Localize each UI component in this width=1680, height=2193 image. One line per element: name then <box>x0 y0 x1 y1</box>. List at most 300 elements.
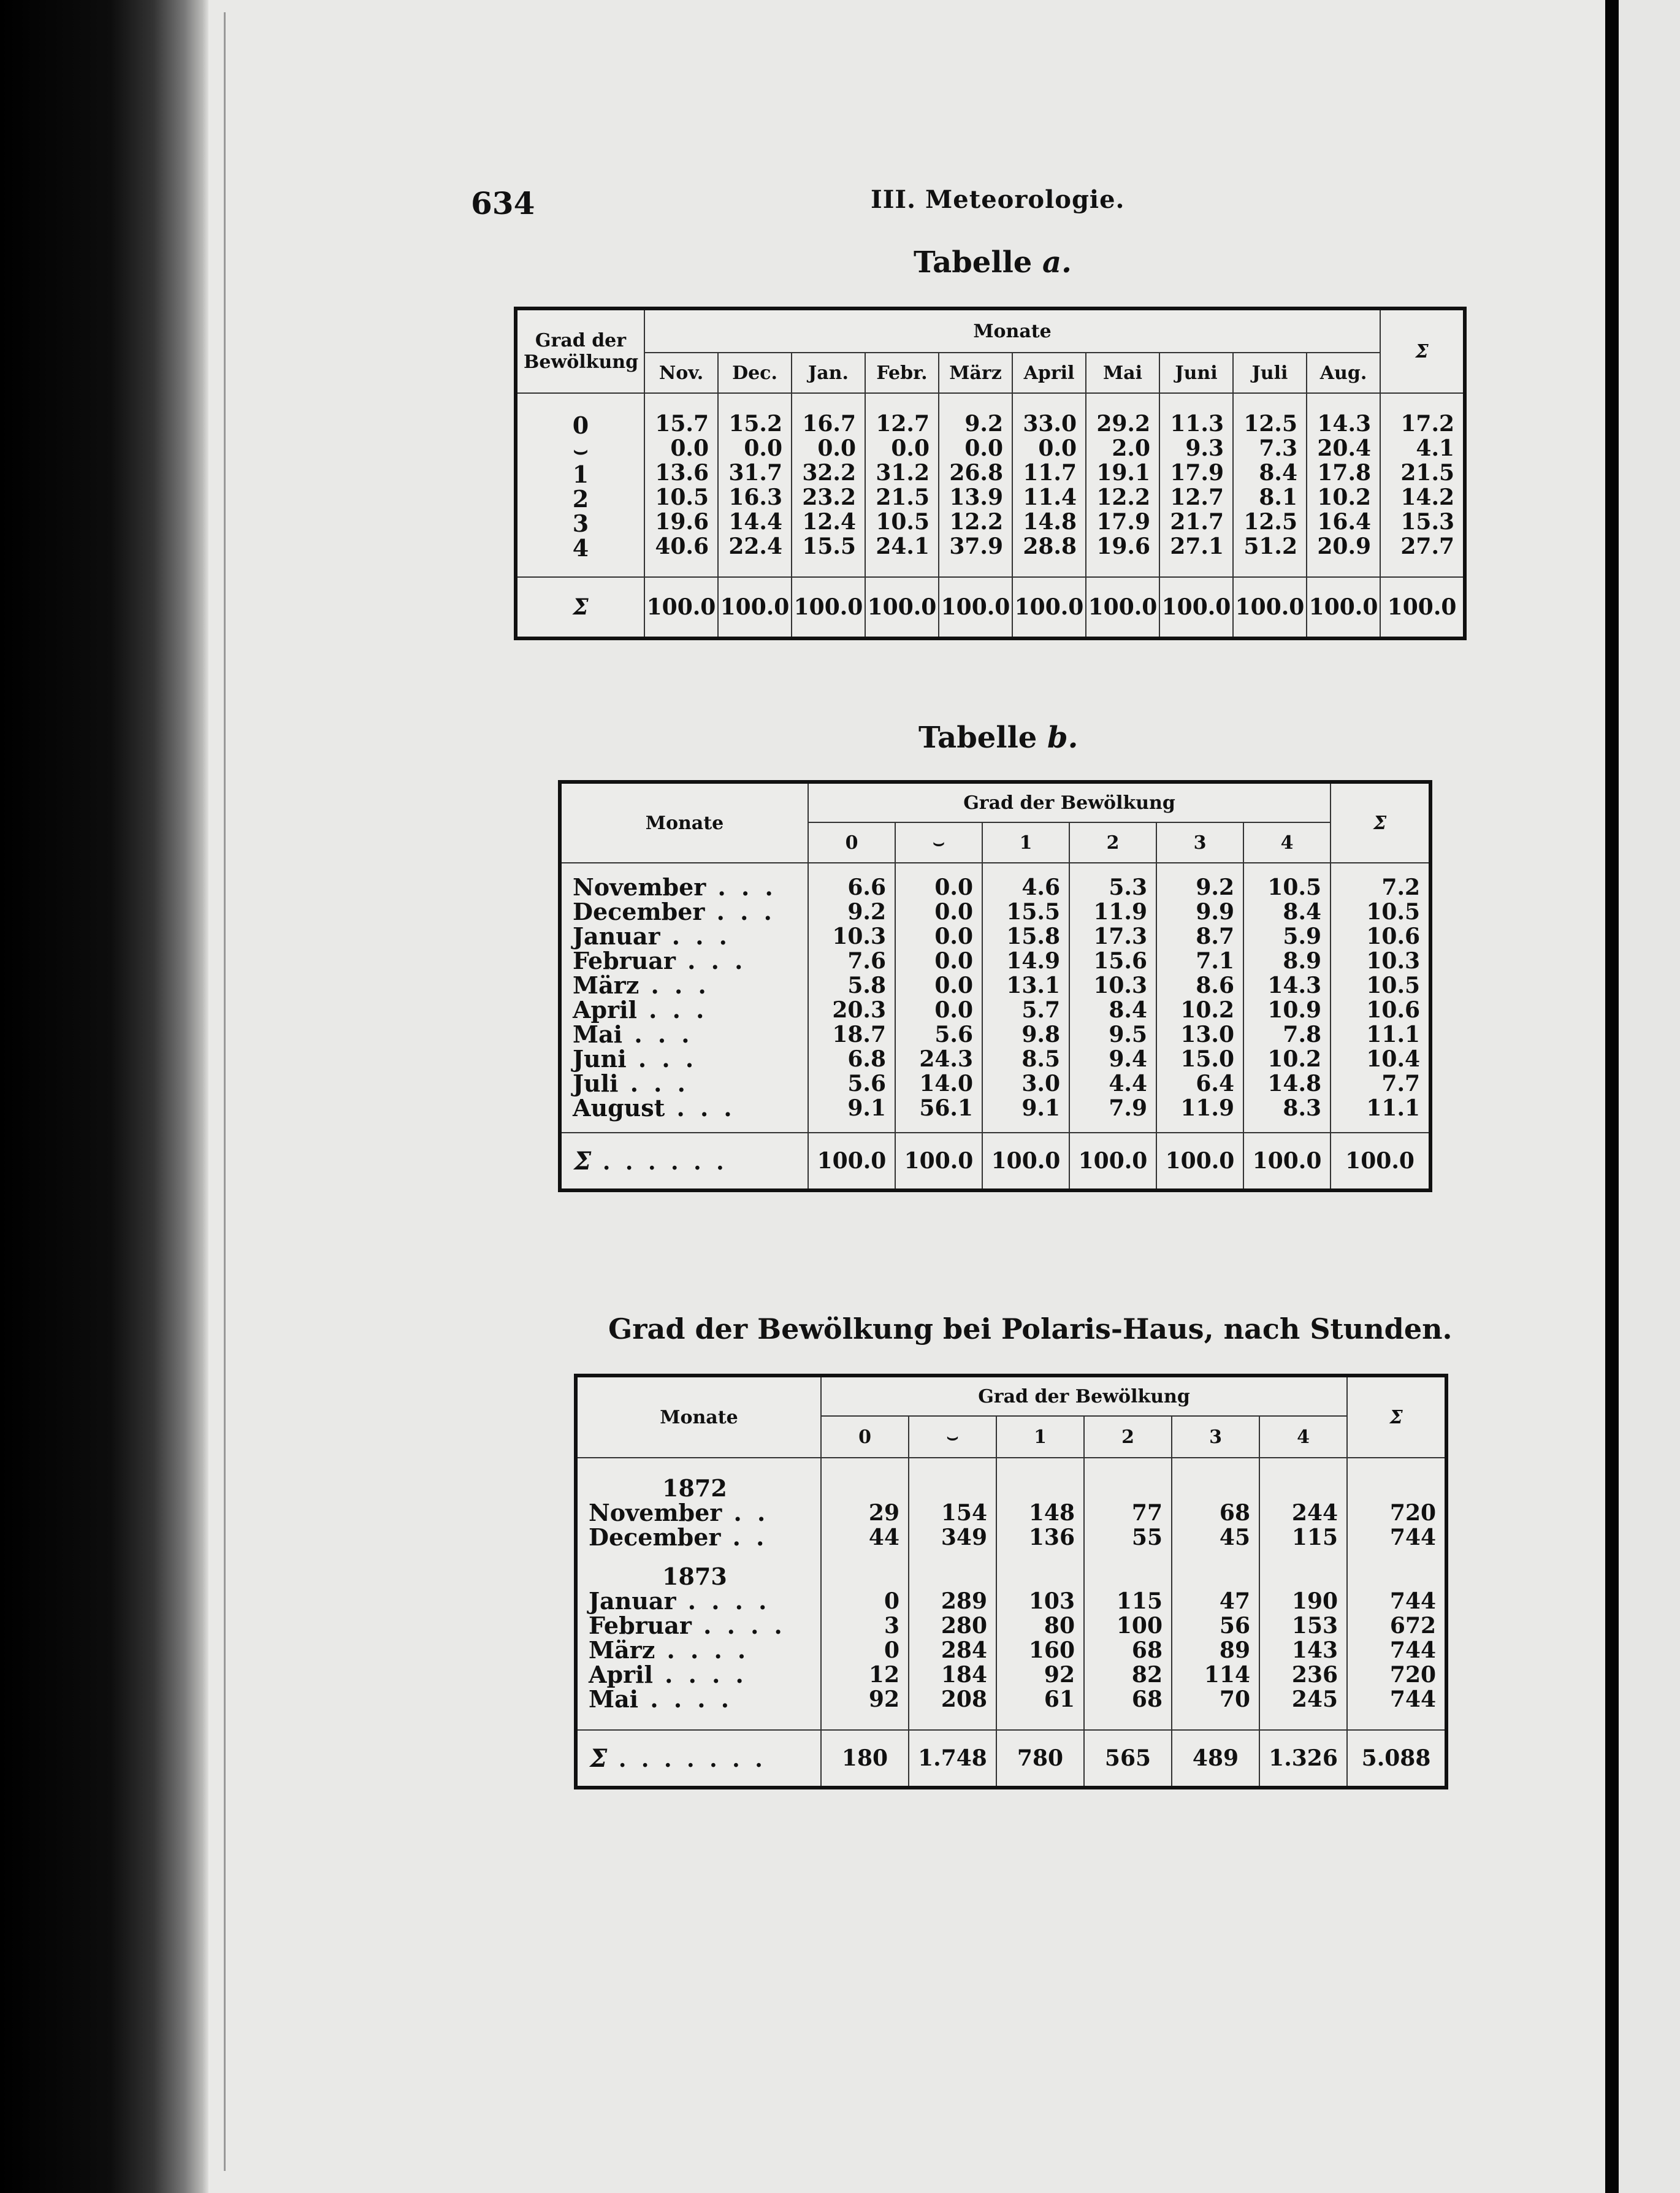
table-b-month-column <box>560 863 808 1133</box>
table-c-body <box>576 1458 1446 1730</box>
table-b-cell: 0.0 <box>934 899 973 925</box>
table-b-month-row-label <box>573 1071 808 1096</box>
table-a-cell: 10.5 <box>876 509 930 535</box>
table-a-cell: 19.6 <box>655 509 709 535</box>
table-c-spacer <box>1172 1564 1250 1589</box>
table-b-total-cell: 100.0 <box>1069 1133 1156 1190</box>
table-c-month-row-label <box>589 1638 820 1663</box>
table-a-month-header: Aug. <box>1307 353 1380 393</box>
table-b-grade-column <box>1243 863 1331 1133</box>
table-b-leader-dots: . . . <box>622 1020 693 1048</box>
table-a-cell: 20.9 <box>1317 534 1372 559</box>
table-c-cell: 720 <box>1389 1500 1437 1526</box>
table-c-cell: 136 <box>1028 1525 1075 1550</box>
table-c-month-label: November <box>589 1499 722 1526</box>
table-b-caption-prefix: Tabelle <box>918 721 1048 755</box>
table-c-cell: 744 <box>1389 1637 1437 1663</box>
table-c-cell: 103 <box>1028 1588 1075 1614</box>
table-b-cell: 5.9 <box>1283 924 1322 949</box>
table-a-total-cell: 100.0 <box>792 577 865 638</box>
table-b-cell: 9.2 <box>1196 875 1234 900</box>
table-b-cell: 14.3 <box>1267 973 1322 998</box>
table-c-spacer <box>997 1476 1075 1501</box>
table-b-cell: 7.7 <box>1381 1071 1421 1096</box>
table-a-cell: 19.6 <box>1096 534 1150 559</box>
table-a-cell: 12.2 <box>1096 484 1150 510</box>
table-a-cell: 11.3 <box>1170 411 1224 437</box>
table-b-month-label: Juli <box>573 1070 619 1097</box>
table-b-cell: 6.4 <box>1196 1071 1234 1096</box>
table-b-leader-dots: . . . <box>665 1094 736 1122</box>
table-b-total-cell: 100.0 <box>895 1133 982 1190</box>
table-c-total-cell: 1.748 <box>909 1730 996 1788</box>
table-a-cell: 0.0 <box>1038 435 1077 461</box>
table-a-caption <box>914 245 1072 280</box>
table-a-month-header: Febr. <box>865 353 939 393</box>
table-a-sum-column <box>1380 393 1465 577</box>
table-b-month-row-label <box>573 998 808 1022</box>
table-b-cell: 5.6 <box>934 1022 973 1047</box>
table-a-grade-label: 1 <box>572 461 589 488</box>
table-b-cell: 11.9 <box>1180 1095 1234 1121</box>
table-a-month-column <box>718 393 792 577</box>
table-c-year-label: 1872 <box>662 1474 727 1502</box>
table-b-cell: 7.9 <box>1109 1095 1147 1121</box>
table-a-cell: 14.2 <box>1400 484 1455 510</box>
table-c-sum-header: Σ <box>1347 1376 1446 1458</box>
table-b-leader-dots: . . . <box>675 947 747 974</box>
table-b-grade-header: 4 <box>1243 822 1331 863</box>
table-b-cell: 24.3 <box>919 1046 973 1072</box>
table-c-spacer <box>822 1476 899 1501</box>
table-c-month-row-label <box>589 1501 820 1525</box>
table-a-cell: 0.0 <box>891 435 930 461</box>
table-c-cell: 190 <box>1291 1588 1338 1614</box>
table-a-cell: 12.2 <box>949 509 1003 535</box>
table-a-month-header: Dec. <box>718 353 792 393</box>
table-a-cell: 37.9 <box>949 534 1003 559</box>
table-b-month-row-label <box>573 1096 808 1120</box>
table-a-cell: 31.2 <box>876 460 930 486</box>
table-b-cell: 3.0 <box>1021 1071 1060 1096</box>
table-c-grade-header: 0 <box>821 1416 909 1458</box>
table-a-cell: 33.0 <box>1023 411 1077 437</box>
table-b-cell: 4.4 <box>1109 1071 1147 1096</box>
table-a-cell: 28.8 <box>1023 534 1077 559</box>
table-c-cell: 153 <box>1291 1613 1338 1639</box>
table-b-total-cell: 100.0 <box>1331 1133 1430 1190</box>
table-b-month-label: August <box>573 1094 665 1122</box>
table-a-total-cell: 100.0 <box>1086 577 1159 638</box>
table-b-cell: 10.6 <box>1366 924 1421 949</box>
table-b-cell: 8.7 <box>1196 924 1234 949</box>
table-c-cell: 44 <box>868 1525 899 1550</box>
table-c-year-label: 1873 <box>662 1563 727 1590</box>
table-a-cell: 27.7 <box>1400 534 1455 559</box>
table-b-total-row <box>560 1133 1430 1190</box>
table-a-cell: 15.3 <box>1400 509 1455 535</box>
table-a-total-cell: 100.0 <box>644 577 718 638</box>
table-c-month-label: April <box>589 1661 653 1688</box>
table-a-cell: 15.7 <box>655 411 709 437</box>
table-b-cell: 10.5 <box>1366 899 1421 925</box>
table-b-month-label: März <box>573 971 640 999</box>
table-c <box>574 1374 1448 1789</box>
table-c-cell: 61 <box>1044 1686 1075 1712</box>
table-a-cell: 11.4 <box>1023 484 1077 510</box>
table-b-month-row-label <box>573 900 808 924</box>
table-c-spacer <box>1348 1564 1436 1589</box>
table-a-month-header: Juli <box>1233 353 1307 393</box>
table-c-cell: 47 <box>1219 1588 1250 1614</box>
table-b-cell: 10.5 <box>1267 875 1322 900</box>
table-c-spacer <box>822 1564 899 1589</box>
table-b-month-row-label <box>573 875 808 900</box>
next-page-strip <box>1619 0 1680 2193</box>
table-a-total-cell: 100.0 <box>718 577 792 638</box>
running-head: III. Meteorologie. <box>871 185 1125 214</box>
table-b-grade-header: 3 <box>1156 822 1243 863</box>
table-a-cell: 26.8 <box>949 460 1003 486</box>
table-c-cell: 82 <box>1131 1662 1163 1688</box>
table-b-leader-dots: . . . <box>618 1070 689 1097</box>
table-c-cell: 245 <box>1291 1686 1338 1712</box>
table-b-cell: 5.3 <box>1109 875 1147 900</box>
table-a-cell: 31.7 <box>728 460 782 486</box>
table-a-cell: 7.3 <box>1259 435 1297 461</box>
table-a-grade-label: 0 <box>572 411 589 439</box>
table-c-grade-header: 1 <box>996 1416 1084 1458</box>
table-a-cell: 19.1 <box>1096 460 1150 486</box>
table-b-cell: 8.5 <box>1021 1046 1060 1072</box>
book-spine-shadow <box>0 0 208 2193</box>
table-b-cell: 10.3 <box>1366 948 1421 974</box>
table-a-cell: 16.7 <box>802 411 856 437</box>
table-b-month-row-label <box>573 924 808 949</box>
table-b-month-label: Januar <box>573 922 660 950</box>
table-c-grade-column <box>1172 1458 1259 1730</box>
table-b-cell: 10.3 <box>832 924 886 949</box>
table-b-cell: 0.0 <box>934 948 973 974</box>
table-b-sum-column <box>1331 863 1430 1133</box>
table-b-cell: 15.8 <box>1006 924 1060 949</box>
table-a-cell: 9.2 <box>964 411 1003 437</box>
table-c-total-row <box>576 1730 1446 1788</box>
table-a-cell: 14.4 <box>728 509 782 535</box>
table-a-total-cell: 100.0 <box>1307 577 1380 638</box>
table-a-cell: 12.5 <box>1243 411 1297 437</box>
table-b-cell: 9.1 <box>847 1095 886 1121</box>
table-b-cell: 10.3 <box>1093 973 1147 998</box>
table-a-month-column <box>644 393 718 577</box>
table-b-corner-label: Monate <box>560 782 808 863</box>
table-b-cell: 15.5 <box>1006 899 1060 925</box>
table-b-cell: 18.7 <box>832 1022 886 1047</box>
table-c-spacer <box>1085 1476 1163 1501</box>
table-a-month-header: Juni <box>1159 353 1233 393</box>
table-c-month-label: März <box>589 1636 655 1664</box>
table-a-cell: 16.3 <box>728 484 782 510</box>
table-c-cell: 100 <box>1116 1613 1163 1639</box>
table-c-month-label: December <box>589 1523 721 1551</box>
table-b-month-row-label <box>573 1022 808 1047</box>
table-c-month-row-label <box>589 1589 820 1613</box>
table-b-cell: 15.6 <box>1093 948 1147 974</box>
table-a-total-cell: 100.0 <box>1380 577 1465 638</box>
table-c-spacer <box>1085 1564 1163 1589</box>
table-c-cell: 114 <box>1204 1662 1250 1688</box>
table-c-month-row-label <box>589 1525 820 1550</box>
table-b-total-cell: 100.0 <box>808 1133 895 1190</box>
table-b-month-row-label <box>573 1047 808 1071</box>
table-c-cell: 80 <box>1044 1613 1075 1639</box>
table-c-cell: 744 <box>1389 1588 1437 1614</box>
table-a-cell: 8.4 <box>1259 460 1297 486</box>
table-b-caption <box>918 721 1078 755</box>
table-a-cell: 12.7 <box>1170 484 1224 510</box>
table-b-month-row-label <box>573 973 808 998</box>
table-b-leader-dots: . . . <box>706 873 777 901</box>
table-b-grade-header: 0 <box>808 822 895 863</box>
table-c-cell: 160 <box>1028 1637 1075 1663</box>
table-a-total-cell: 100.0 <box>865 577 939 638</box>
table-a-month-header: Jan. <box>792 353 865 393</box>
table-b-cell: 14.8 <box>1267 1071 1322 1096</box>
table-c-cell: 92 <box>1044 1662 1075 1688</box>
table-c-grade-column <box>821 1458 909 1730</box>
table-b-grade-column <box>1069 863 1156 1133</box>
table-a-cell: 21.5 <box>876 484 930 510</box>
table-b-leader-dots: . . . <box>639 971 710 999</box>
table-b-month-label: Juni <box>573 1045 627 1073</box>
table-a-grade-label: 2 <box>572 485 589 513</box>
table-c-spacer <box>909 1564 987 1589</box>
table-a-cell: 10.5 <box>655 484 709 510</box>
table-a-cell: 20.4 <box>1317 435 1372 461</box>
table-b-cell: 17.3 <box>1093 924 1147 949</box>
table-c-cell: 92 <box>868 1686 899 1712</box>
table-b-sum-header: Σ <box>1331 782 1430 863</box>
table-c-total-cell: 565 <box>1084 1730 1172 1788</box>
table-b-cell: 10.5 <box>1366 973 1421 998</box>
table-b-body <box>560 863 1430 1133</box>
table-b-cell: 6.8 <box>847 1046 886 1072</box>
table-c-cell: 0 <box>884 1588 899 1614</box>
table-b-cell: 8.3 <box>1283 1095 1322 1121</box>
table-c-month-label: Mai <box>589 1685 639 1713</box>
table-b-cell: 11.9 <box>1093 899 1147 925</box>
table-b-cell: 9.8 <box>1021 1022 1060 1047</box>
table-b-cell: 20.3 <box>832 997 886 1023</box>
table-c-total-label-cell <box>576 1730 821 1788</box>
table-a-grade-label: 3 <box>572 510 589 537</box>
table-b-month-label: December <box>573 898 705 925</box>
table-c-cell: 3 <box>884 1613 899 1639</box>
table-b-cell: 7.8 <box>1283 1022 1322 1047</box>
table-c-cell: 68 <box>1131 1686 1163 1712</box>
table-c-caption: Grad der Bewölkung bei Polaris-Haus, nach Stunden. <box>608 1312 1453 1345</box>
table-a-cell: 32.2 <box>802 460 856 486</box>
table-a-cell: 27.1 <box>1170 534 1224 559</box>
table-c-leader-dots: . . . . <box>652 1661 747 1688</box>
table-c-cell: 45 <box>1219 1525 1250 1550</box>
table-a-cell: 12.7 <box>876 411 930 437</box>
table-c-leader-dots: . . . . <box>638 1685 733 1713</box>
table-c-total-cell: 180 <box>821 1730 909 1788</box>
table-c-grade-header: 4 <box>1259 1416 1347 1458</box>
table-c-cell: 143 <box>1291 1637 1338 1663</box>
table-a-cell: 11.7 <box>1023 460 1077 486</box>
table-b-caption-letter: b. <box>1047 721 1079 755</box>
table-b-cell: 10.2 <box>1180 997 1234 1023</box>
table-c-cell: 284 <box>941 1637 987 1663</box>
table-b-cell: 9.5 <box>1109 1022 1147 1047</box>
table-c-leader-dots: . . <box>722 1499 769 1526</box>
table-b-grade-column <box>1156 863 1243 1133</box>
table-a-cell: 12.5 <box>1243 509 1297 535</box>
table-a-cell: 4.1 <box>1416 435 1455 461</box>
table-a-total-cell: 100.0 <box>1159 577 1233 638</box>
table-b-cell: 9.1 <box>1021 1095 1060 1121</box>
table-a-month-column <box>865 393 939 577</box>
table-a-cell: 21.5 <box>1400 460 1455 486</box>
table-a-total-cell: 100.0 <box>1012 577 1086 638</box>
table-c-grade-column <box>909 1458 996 1730</box>
table-c-total-cell: 780 <box>996 1730 1084 1788</box>
table-c-grade-column <box>1084 1458 1172 1730</box>
table-a-total-cell: 100.0 <box>1233 577 1307 638</box>
table-b-total-dots: . . . . . . <box>591 1149 728 1175</box>
table-a-body <box>516 393 1465 577</box>
table-b-cell: 10.9 <box>1267 997 1322 1023</box>
table-a-cell: 40.6 <box>655 534 709 559</box>
table-c-month-column <box>576 1458 821 1730</box>
table-a-cell: 12.4 <box>802 509 856 535</box>
table-c-cell: 744 <box>1389 1525 1437 1550</box>
table-a-cell: 13.9 <box>949 484 1003 510</box>
table-a-cell: 10.2 <box>1317 484 1372 510</box>
table-c-cell: 672 <box>1389 1613 1437 1639</box>
table-a-cell: 15.5 <box>802 534 856 559</box>
table-c-cell: 349 <box>941 1525 987 1550</box>
table-a-month-header: März <box>939 353 1012 393</box>
table-c-cell: 289 <box>941 1588 987 1614</box>
table-b-grade-column <box>808 863 895 1133</box>
table-b-cell: 4.6 <box>1021 875 1060 900</box>
table-c-group-label: Grad der Bewölkung <box>821 1376 1347 1416</box>
table-c-month-row-label <box>589 1663 820 1687</box>
table-b-grade-header: ⌣ <box>895 822 982 863</box>
table-b-leader-dots: . . . <box>660 922 731 950</box>
table-a-cell: 0.0 <box>670 435 709 461</box>
table-a-group-label: Monate <box>644 308 1380 353</box>
table-b-cell: 8.9 <box>1283 948 1322 974</box>
table-b-cell: 6.6 <box>847 875 886 900</box>
table-a-cell: 8.1 <box>1259 484 1297 510</box>
table-b-cell: 7.2 <box>1381 875 1421 900</box>
table-b <box>558 780 1432 1192</box>
table-c-spacer <box>909 1476 987 1501</box>
table-b-cell: 10.6 <box>1366 997 1421 1023</box>
table-a-grade-column <box>516 393 644 577</box>
table-b-group-label: Grad der Bewölkung <box>808 782 1331 822</box>
table-c-cell: 70 <box>1219 1686 1250 1712</box>
table-a-cell: 24.1 <box>876 534 930 559</box>
page-number: 634 <box>471 185 535 221</box>
table-a-cell: 22.4 <box>728 534 782 559</box>
table-a-cell: 23.2 <box>802 484 856 510</box>
table-a-cell: 17.9 <box>1096 509 1150 535</box>
table-a-grade-label: ⌣ <box>573 436 589 464</box>
table-c-total-dots: . . . . . . . <box>607 1746 766 1772</box>
table-a-cell: 0.0 <box>817 435 856 461</box>
table-b-cell: 56.1 <box>919 1095 973 1121</box>
table-c-sum-column <box>1347 1458 1446 1730</box>
table-b-cell: 10.2 <box>1267 1046 1322 1072</box>
table-c-leader-dots: . . <box>720 1523 768 1551</box>
table-a-cell: 17.9 <box>1170 460 1224 486</box>
table-c-spacer <box>1260 1476 1338 1501</box>
table-c-spacer <box>1260 1564 1338 1589</box>
table-a-month-column <box>1086 393 1159 577</box>
table-a-month-column <box>1307 393 1380 577</box>
table-a-month-column <box>1012 393 1086 577</box>
table-c-cell: 280 <box>941 1613 987 1639</box>
table-c-leader-dots: . . . . <box>691 1612 786 1639</box>
table-c-cell: 184 <box>941 1662 987 1688</box>
table-b-grade-header: 2 <box>1069 822 1156 863</box>
table-b-cell: 11.1 <box>1366 1022 1421 1047</box>
table-b-cell: 9.4 <box>1109 1046 1147 1072</box>
table-a-cell: 2.0 <box>1112 435 1150 461</box>
table-b-leader-dots: . . . <box>704 898 776 925</box>
table-c-total-label: Σ <box>590 1743 608 1773</box>
table-c-cell: 77 <box>1131 1500 1163 1526</box>
table-b-total-cell: 100.0 <box>1156 1133 1243 1190</box>
table-c-month-label: Januar <box>589 1587 676 1615</box>
table-b-grade-header: 1 <box>982 822 1069 863</box>
table-c-spacer <box>1348 1476 1436 1501</box>
table-b-month-label: April <box>573 996 637 1024</box>
table-b-cell: 14.9 <box>1006 948 1060 974</box>
table-c-total-cell: 5.088 <box>1347 1730 1446 1788</box>
table-b-cell: 0.0 <box>934 973 973 998</box>
table-a-grade-label: 4 <box>572 534 589 562</box>
table-a-total-cell: 100.0 <box>939 577 1012 638</box>
table-a-caption-letter: a. <box>1042 245 1072 280</box>
table-b-total-cell: 100.0 <box>1243 1133 1331 1190</box>
table-c-month-label: Februar <box>589 1612 692 1639</box>
table-b-month-row-label <box>573 949 808 973</box>
table-a-cell: 21.7 <box>1170 509 1224 535</box>
table-b-leader-dots: . . . <box>636 996 708 1024</box>
table-b-month-label: Mai <box>573 1020 623 1048</box>
table-b-cell: 11.1 <box>1366 1095 1421 1121</box>
table-b-cell: 7.1 <box>1196 948 1234 974</box>
table-c-cell: 68 <box>1131 1637 1163 1663</box>
table-c-cell: 115 <box>1116 1588 1163 1614</box>
table-b-leader-dots: . . . <box>626 1045 698 1073</box>
table-b-cell: 9.2 <box>847 899 886 925</box>
table-a-total-row <box>516 577 1465 638</box>
table-b-month-label: November <box>573 873 706 901</box>
table-c-grade-column <box>1259 1458 1347 1730</box>
table-c-grade-column <box>996 1458 1084 1730</box>
table-a <box>514 307 1467 640</box>
table-c-cell: 56 <box>1219 1613 1250 1639</box>
table-b-total-cell: 100.0 <box>982 1133 1069 1190</box>
table-c-cell: 115 <box>1291 1525 1338 1550</box>
